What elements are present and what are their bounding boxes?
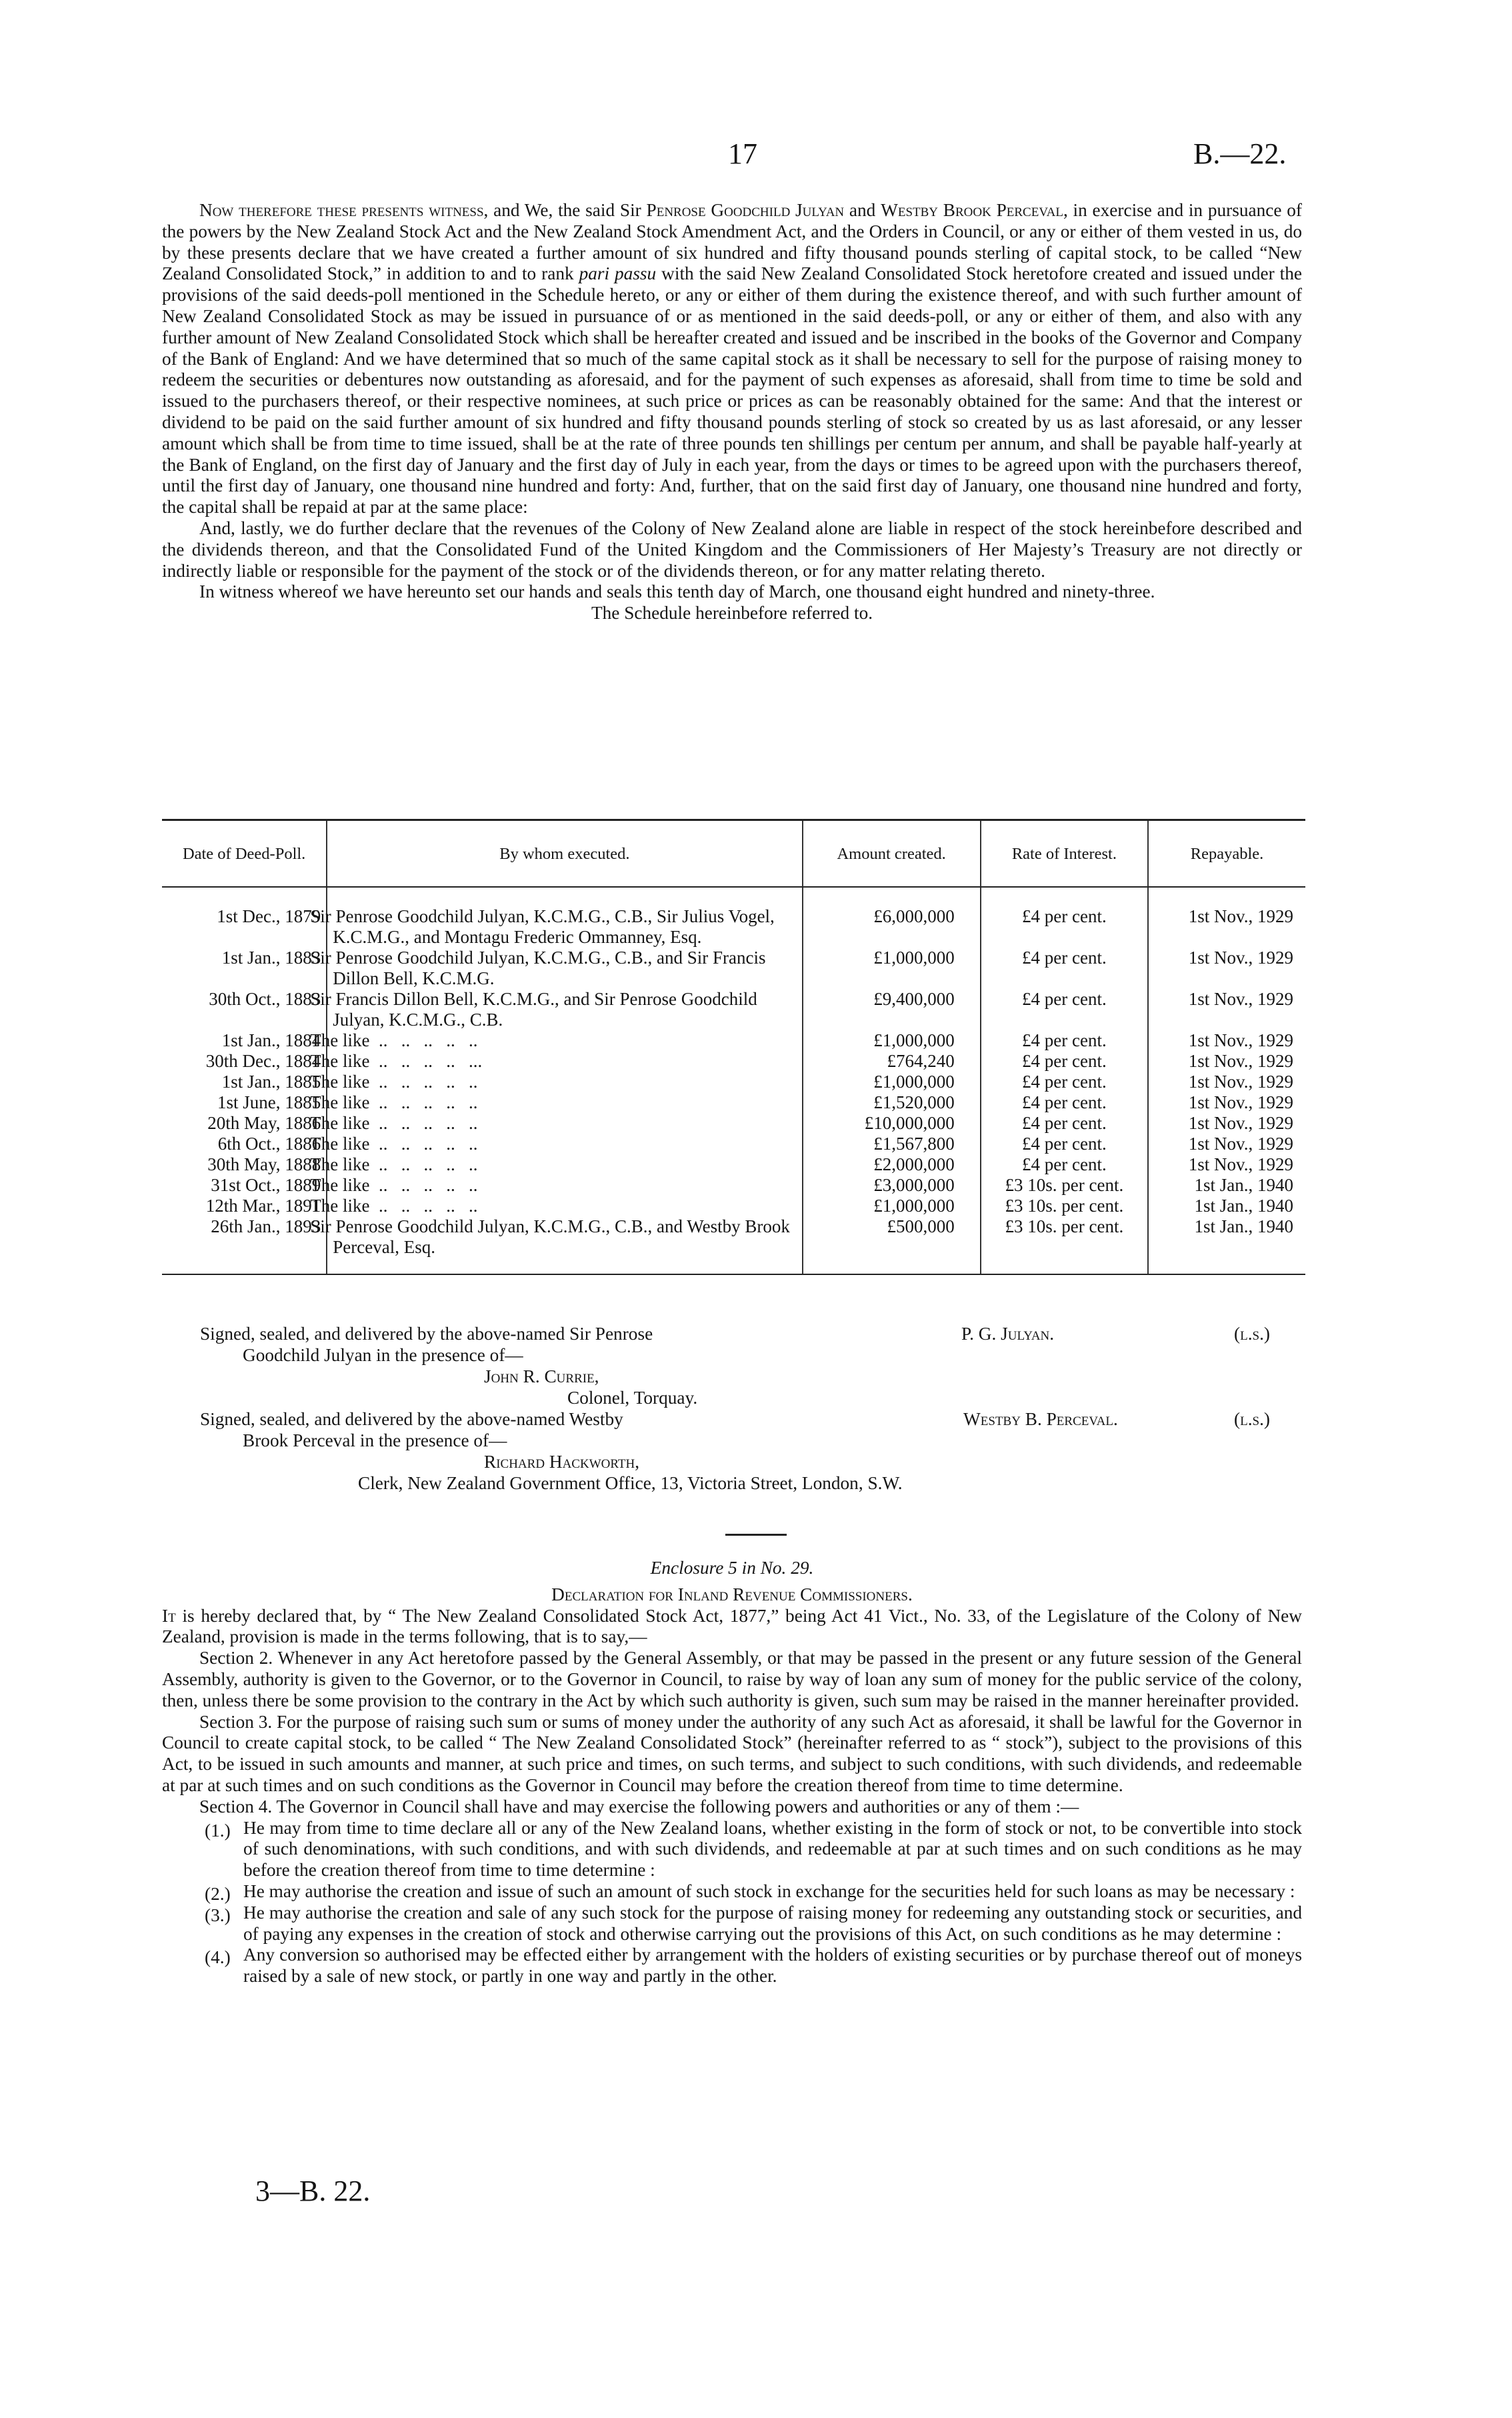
schedule-row	[162, 1092, 1305, 1113]
cell-executed-by: The like .. .. .. .. ..	[327, 1030, 802, 1051]
cell-repayable: 1st Nov., 1929	[1148, 948, 1305, 989]
cell-date: 1st June, 1885	[217, 1092, 321, 1112]
cell-amount: £2,000,000	[803, 1154, 981, 1175]
cell-date: 31st Oct., 1889	[211, 1175, 321, 1195]
power-number: (2.)	[205, 1883, 231, 1904]
cell-repayable: 1st Jan., 1940	[1148, 1196, 1305, 1216]
cell-date: 20th May, 1886	[207, 1113, 321, 1133]
enclosure-title: Enclosure 5 in No. 29.	[650, 1558, 814, 1578]
cell-executed-by: The like .. .. .. .. ..	[327, 1113, 802, 1134]
cell-rate: £4 per cent.	[981, 1154, 1148, 1175]
cell-rate: £4 per cent.	[981, 1113, 1148, 1134]
schedule-row	[162, 1196, 1305, 1216]
cell-executed-by: Sir Penrose Goodchild Julyan, K.C.M.G., C.B., and Westby Brook Perceval, Esq.	[327, 1216, 802, 1274]
witness-place-currie: Colonel, Torquay.	[567, 1388, 698, 1408]
cell-date: 30th May, 1888	[207, 1154, 321, 1174]
cell-amount: £9,400,000	[803, 989, 981, 1030]
schedule-row	[162, 1175, 1305, 1196]
cell-repayable: 1st Nov., 1929	[1148, 989, 1305, 1030]
cell-amount: £1,000,000	[803, 1196, 981, 1216]
schedule-row	[162, 1216, 1305, 1274]
cell-executed-by: Sir Penrose Goodchild Julyan, K.C.M.G., C.B., Sir Julius Vogel, K.C.M.G., and Montagu Frederic Ommanney, Esq.	[327, 887, 802, 948]
power-text: He may from time to time declare all or any of the New Zealand loans, whether existing in the form of stock or not, to be convertible into stock of such denominations, with such conditions, and with such dividends, and redeemable at par at such times and on such conditions as he may before the creation thereof from time to time determine :	[243, 1817, 1302, 1881]
power-number: (4.)	[205, 1947, 231, 1968]
cell-repayable: 1st Nov., 1929	[1148, 1092, 1305, 1113]
document-reference: B.—22.	[1193, 137, 1287, 170]
cell-amount: £1,000,000	[803, 948, 981, 989]
deed-paragraph-3: In witness whereof we have hereunto set our hands and seals this tenth day of March, one thousand eight hundred and ninety-three.	[199, 581, 1155, 602]
signature-block-2-line-1: Signed, sealed, and delivered by the above-named Westby	[200, 1409, 623, 1429]
schedule-row	[162, 1134, 1305, 1154]
seal-mark-1: (l.s.)	[1234, 1324, 1271, 1344]
cell-rate: £4 per cent.	[981, 989, 1148, 1030]
deed-body	[162, 200, 1302, 624]
cell-repayable: 1st Jan., 1940	[1148, 1175, 1305, 1196]
schedule-row	[162, 1030, 1305, 1051]
page-number: 17	[728, 137, 757, 170]
section-divider	[725, 1534, 787, 1536]
power-text: He may authorise the creation and issue of such an amount of such stock in exchange for the securities held for such loans as may be necessary :	[243, 1881, 1295, 1901]
cell-executed-by: The like .. .. .. .. ..	[327, 1175, 802, 1196]
schedule-row	[162, 989, 1305, 1030]
cell-amount: £764,240	[803, 1051, 981, 1072]
power-text: He may authorise the creation and sale of any such stock for the purpose of raising money for redeeming any outstanding stock or securities, and of paying any expenses in the creation of stock and otherwise carrying out the provisions of this Act, on such conditions as he may determine :	[243, 1902, 1302, 1944]
col-header-executed-by: By whom executed.	[327, 820, 802, 888]
cell-rate: £3 10s. per cent.	[981, 1216, 1148, 1274]
signer-name-julyan: Penrose Goodchild Julyan	[646, 200, 845, 220]
schedule-row	[162, 948, 1305, 989]
cell-amount: £500,000	[803, 1216, 981, 1274]
schedule-table	[162, 819, 1305, 1275]
cell-amount: £3,000,000	[803, 1175, 981, 1196]
cell-date: 1st Jan., 1884	[221, 1030, 321, 1050]
section-2: Section 2. Whenever in any Act heretofore passed by the General Assembly, or that may be passed in the present or any future session of the General Assembly, authority is given to the Governor, or to the Governor in Council, to raise by way of loan any sum of money for the public service of the colony, then, unless there be some provision to the contrary in the Act by which such authority is given, such sum may be raised in the manner hereinafter provided.	[162, 1648, 1302, 1710]
cell-date: 12th Mar., 1891	[205, 1196, 321, 1216]
intro-text: is hereby declared that, by “ The New Zealand Consolidated Stock Act, 1877,” being Act 41 Vict., No. 33, of the Legislature of the Colony of New Zealand, provision is made in the terms following, that is to say,—	[162, 1605, 1302, 1647]
schedule-row	[162, 887, 1305, 948]
cell-date: 26th Jan., 1893	[162, 1216, 327, 1274]
seal-mark-2: (l.s.)	[1234, 1409, 1271, 1429]
cell-rate: £4 per cent.	[981, 948, 1148, 989]
cell-rate: £4 per cent.	[981, 1030, 1148, 1051]
powers-list	[162, 1818, 1302, 1987]
cell-date: 1st Jan., 1885	[221, 1072, 321, 1092]
witness-title-hackworth: Clerk, New Zealand Government Office, 13, Victoria Street, London, S.W.	[358, 1473, 903, 1493]
deed-text: and We, the said Sir	[488, 200, 647, 220]
cell-repayable: 1st Nov., 1929	[1148, 1051, 1305, 1072]
section-3: Section 3. For the purpose of raising such sum or sums of money under the authority of any such Act as aforesaid, it shall be lawful for the Governor in Council to create capital stock, to be called “ The New Zealand Consolidated Stock” (hereinafter referred to as “ stock”), subject to the provisions of this Act, to be issued in such amounts and manner, at such price and times, on such terms, and subject to such conditions, with such dividends, and redeemable at par at such times and on such conditions as the Governor in Council may before the creation thereof from time to time determine.	[162, 1711, 1302, 1795]
cell-repayable: 1st Nov., 1929	[1148, 1134, 1305, 1154]
cell-amount: £1,000,000	[803, 1072, 981, 1092]
intro-lead: It	[162, 1605, 176, 1626]
cell-amount: £1,567,800	[803, 1134, 981, 1154]
enclosure-section	[162, 1558, 1302, 1987]
schedule-body	[162, 887, 1305, 1274]
cell-executed-by: The like .. .. .. .. ..	[327, 1154, 802, 1175]
cell-executed-by: The like .. .. .. .. ..	[327, 1092, 802, 1113]
cell-executed-by: Sir Francis Dillon Bell, K.C.M.G., and Sir Penrose Goodchild Julyan, K.C.M.G., C.B.	[327, 989, 802, 1030]
signature-block-1-line-1: Signed, sealed, and delivered by the above-named Sir Penrose	[200, 1324, 653, 1344]
cell-rate: £4 per cent.	[981, 1051, 1148, 1072]
power-item	[162, 1945, 1302, 1987]
cell-rate: £4 per cent.	[981, 1134, 1148, 1154]
cell-repayable: 1st Nov., 1929	[1148, 1113, 1305, 1134]
cell-rate: £4 per cent.	[981, 1092, 1148, 1113]
cell-executed-by: The like .. .. .. .. ...	[327, 1051, 802, 1072]
cell-rate: £3 10s. per cent.	[981, 1175, 1148, 1196]
power-number: (1.)	[205, 1820, 231, 1841]
power-item	[162, 1903, 1302, 1945]
cell-repayable: 1st Nov., 1929	[1148, 887, 1305, 948]
schedule-caption: The Schedule hereinbefore referred to.	[591, 603, 873, 624]
col-header-repayable: Repayable.	[1148, 820, 1305, 888]
cell-amount: £10,000,000	[803, 1113, 981, 1134]
cell-executed-by: The like .. .. .. .. ..	[327, 1134, 802, 1154]
cell-amount: £1,000,000	[803, 1030, 981, 1051]
deed-paragraph-1	[162, 200, 1302, 518]
enclosure-heading: Declaration for Inland Revenue Commissioners.	[551, 1584, 913, 1604]
cell-rate: £3 10s. per cent.	[981, 1196, 1148, 1216]
signer-name-perceval: Westby Brook Perceval	[881, 200, 1063, 220]
deed-text: and	[844, 200, 881, 220]
cell-repayable: 1st Nov., 1929	[1148, 1072, 1305, 1092]
cell-rate: £4 per cent.	[981, 887, 1148, 948]
col-header-date: Date of Deed-Poll.	[162, 820, 327, 888]
signature-block-1-line-2: Goodchild Julyan in the presence of—	[243, 1345, 523, 1365]
schedule-row	[162, 1051, 1305, 1072]
witness-name-currie: John R. Currie,	[484, 1366, 599, 1386]
cell-repayable: 1st Nov., 1929	[1148, 1154, 1305, 1175]
cell-date: 1st Dec., 1879	[217, 906, 321, 926]
cell-date: 30th Dec., 1884	[205, 1051, 321, 1071]
deed-text: with the said New Zealand Consolidated Stock heretofore created and issued under the provisions of the said deeds-poll mentioned in the Schedule hereto, or any or either of them during the existence thereof, and with such further amount of New Zealand Consolidated Stock as may be issued in pursuance of or as mentioned in the said deeds-poll, or any or either of them, and also with any further amount of New Zealand Consolidated Stock which shall be hereafter created and issued and be inscribed in the books of the Governor and Company of the Bank of England: And we have determined that so much of the same capital stock as it shall be necessary to sell for the purpose of raising money to redeem the securities or debentures now outstanding as aforesaid, and for the payment of such expenses as aforesaid, shall from time to time be sold and issued to the purchasers thereof, or their respective nominees, at such price or prices as can be reasonably obtained for the same: And that the interest or dividend to be paid on the said further amount of six hundred and fifty thousand pounds sterling of stock so created by us as last aforesaid, or any lesser amount which shall be from time to time issued, shall be at the rate of three pounds ten shillings per centum per annum, and shall be payable half-yearly at the Bank of England, on the first day of January and the first day of July in each year, from the days or times to be agreed upon with the purchasers thereof, until the first day of January, one thousand nine hundred and forty: And, further, that on the said first day of January, one thousand nine hundred and forty, the capital shall be repaid at par at the same place:	[162, 263, 1302, 517]
col-header-rate: Rate of Interest.	[981, 820, 1148, 888]
deed-lead-caps: Now therefore these presents witness,	[199, 200, 489, 220]
col-header-amount: Amount created.	[803, 820, 981, 888]
schedule-row	[162, 1154, 1305, 1175]
signature-block-2-line-2: Brook Perceval in the presence of—	[243, 1430, 507, 1450]
cell-executed-by: Sir Penrose Goodchild Julyan, K.C.M.G., C.B., and Sir Francis Dillon Bell, K.C.M.G.	[327, 948, 802, 989]
cell-amount: £1,520,000	[803, 1092, 981, 1113]
pari-passu-term: pari passu	[579, 263, 657, 284]
power-number: (3.)	[205, 1905, 231, 1925]
schedule-header-row	[162, 820, 1305, 888]
signature-mark: 3—B. 22.	[255, 2175, 371, 2207]
section-4: Section 4. The Governor in Council shall have and may exercise the following powers and authorities or any of them :—	[199, 1796, 1079, 1817]
signer-perceval: Westby B. Perceval.	[963, 1409, 1118, 1429]
witness-name-hackworth: Richard Hackworth,	[484, 1452, 640, 1472]
cell-rate: £4 per cent.	[981, 1072, 1148, 1092]
power-item	[162, 1881, 1302, 1903]
cell-executed-by: The like .. .. .. .. ..	[327, 1196, 802, 1216]
cell-repayable: 1st Jan., 1940	[1148, 1216, 1305, 1274]
schedule-row	[162, 1113, 1305, 1134]
signer-julyan: P. G. Julyan.	[961, 1324, 1055, 1344]
power-item	[162, 1818, 1302, 1881]
cell-amount: £6,000,000	[803, 887, 981, 948]
cell-date: 6th Oct., 1886	[217, 1134, 321, 1154]
deed-text: , in exercise and in pursuance of the powers by the New Zealand Stock Act and the New Zealand Stock Amendment Act, and the Orders in Council, or any or either of them vested in us, do by these presents declare that we have created a further amount of six hundred and fifty thousand pounds sterling of capital stock, to be called “New Zealand Consolidated Stock,” in addition to and to rank	[162, 200, 1302, 284]
cell-date: 30th Oct., 1883	[209, 989, 321, 1009]
power-text: Any conversion so authorised may be effected either by arrangement with the holders of existing securities or by purchase thereof out of moneys raised by a sale of new stock, or partly in one way and partly in the other.	[243, 1945, 1302, 1987]
cell-date: 1st Jan., 1883	[221, 948, 321, 968]
deed-paragraph-2: And, lastly, we do further declare that the revenues of the Colony of New Zealand alone are liable in respect of the stock hereinbefore described and the dividends thereon, and that the Consolidated Fund of the United Kingdom and the Commissioners of Her Majesty’s Treasury are not directly or indirectly liable or responsible for the payment of the stock or of the dividends thereon, or for any matter relating thereto.	[162, 517, 1302, 581]
cell-executed-by: The like .. .. .. .. ..	[327, 1072, 802, 1092]
schedule-row	[162, 1072, 1305, 1092]
cell-repayable: 1st Nov., 1929	[1148, 1030, 1305, 1051]
enclosure-intro	[162, 1606, 1302, 1648]
